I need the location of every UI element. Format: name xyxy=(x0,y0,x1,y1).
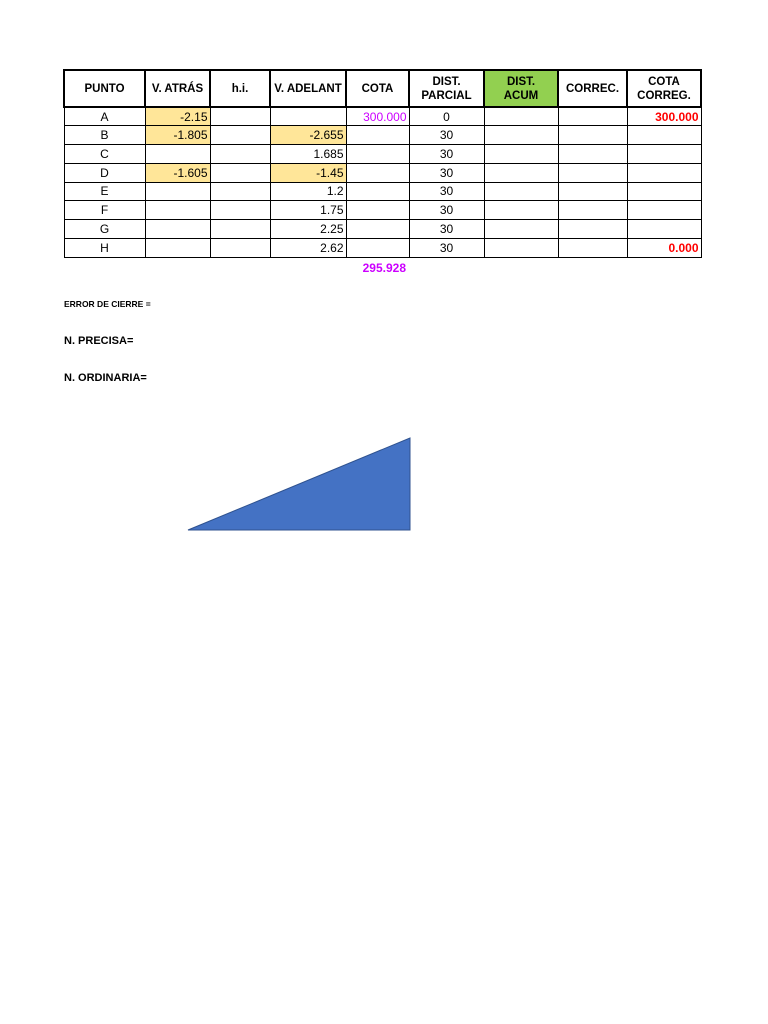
cell-dist-acum xyxy=(484,163,558,182)
cell-hi xyxy=(210,220,270,239)
cell-v-adelant: -1.45 xyxy=(270,163,346,182)
cell-correc xyxy=(558,201,627,220)
cell-correc xyxy=(558,126,627,145)
cell-cota-correg xyxy=(627,182,701,201)
cell-dist-parcial: 30 xyxy=(409,126,484,145)
cell-hi xyxy=(210,238,270,257)
cell-punto: H xyxy=(64,238,145,257)
cell-dist-acum xyxy=(484,201,558,220)
cell-correc xyxy=(558,163,627,182)
cell-dist-parcial: 30 xyxy=(409,220,484,239)
cota-total: 295.928 xyxy=(362,261,406,275)
cell-dist-acum xyxy=(484,220,558,239)
cell-cota xyxy=(346,201,409,220)
cell-dist-parcial: 30 xyxy=(409,238,484,257)
cell-v-adelant: 1.75 xyxy=(270,201,346,220)
cell-correc xyxy=(558,220,627,239)
cell-dist-acum xyxy=(484,182,558,201)
cell-cota xyxy=(346,238,409,257)
cell-v-atras xyxy=(145,238,210,257)
cell-v-atras xyxy=(145,182,210,201)
triangle-shape xyxy=(186,436,412,532)
header-correc: CORREC. xyxy=(558,70,627,107)
cell-v-adelant: 2.62 xyxy=(270,238,346,257)
cell-cota xyxy=(346,145,409,164)
cell-v-atras: -1.805 xyxy=(145,126,210,145)
header-hi: h.i. xyxy=(210,70,270,107)
cell-hi xyxy=(210,145,270,164)
cell-cota-correg xyxy=(627,220,701,239)
cell-v-atras xyxy=(145,201,210,220)
table-row xyxy=(64,163,701,182)
cell-v-adelant xyxy=(270,107,346,126)
header-row xyxy=(64,70,701,107)
cell-dist-parcial: 30 xyxy=(409,201,484,220)
cell-v-adelant: 1.685 xyxy=(270,145,346,164)
cell-cota xyxy=(346,220,409,239)
cell-dist-parcial: 30 xyxy=(409,163,484,182)
cell-cota-correg xyxy=(627,201,701,220)
error-de-cierre-label: ERROR DE CIERRE = xyxy=(64,299,151,309)
cell-hi xyxy=(210,126,270,145)
cell-punto: A xyxy=(64,107,145,126)
table-row xyxy=(64,238,701,257)
cell-dist-parcial: 0 xyxy=(409,107,484,126)
cell-correc xyxy=(558,182,627,201)
header-cota: COTA xyxy=(346,70,409,107)
cell-cota-correg xyxy=(627,126,701,145)
cell-dist-acum xyxy=(484,107,558,126)
header-punto: PUNTO xyxy=(64,70,145,107)
n-ordinaria-label: N. ORDINARIA= xyxy=(64,372,147,384)
cell-punto: E xyxy=(64,182,145,201)
cell-cota xyxy=(346,126,409,145)
header-cota-correg: COTA CORREG. xyxy=(627,70,701,107)
n-precisa-label: N. PRECISA= xyxy=(64,335,134,347)
cell-cota-correg xyxy=(627,145,701,164)
table-body xyxy=(64,107,701,257)
cell-v-adelant: 1.2 xyxy=(270,182,346,201)
cell-punto: B xyxy=(64,126,145,145)
table-row xyxy=(64,145,701,164)
cell-cota xyxy=(346,182,409,201)
cell-hi xyxy=(210,163,270,182)
cell-dist-acum xyxy=(484,126,558,145)
cell-punto: D xyxy=(64,163,145,182)
table-header xyxy=(64,70,701,107)
cell-v-atras xyxy=(145,145,210,164)
header-v-atras: V. ATRÁS xyxy=(145,70,210,107)
cell-dist-acum xyxy=(484,145,558,164)
cell-v-atras xyxy=(145,220,210,239)
cell-punto: C xyxy=(64,145,145,164)
cell-dist-parcial: 30 xyxy=(409,182,484,201)
table-row xyxy=(64,126,701,145)
cell-hi xyxy=(210,201,270,220)
cell-cota: 300.000 xyxy=(346,107,409,126)
cell-correc xyxy=(558,107,627,126)
table-row xyxy=(64,201,701,220)
table-row xyxy=(64,220,701,239)
cell-v-adelant: 2.25 xyxy=(270,220,346,239)
cell-dist-acum xyxy=(484,238,558,257)
cell-v-atras: -2.15 xyxy=(145,107,210,126)
header-dist-parcial: DIST. PARCIAL xyxy=(409,70,484,107)
triangle-polygon xyxy=(188,438,410,530)
cell-cota xyxy=(346,163,409,182)
table-row xyxy=(64,182,701,201)
cell-hi xyxy=(210,107,270,126)
cell-cota-correg: 300.000 xyxy=(627,107,701,126)
cell-v-atras: -1.605 xyxy=(145,163,210,182)
cell-cota-correg xyxy=(627,163,701,182)
cell-correc xyxy=(558,145,627,164)
cell-dist-parcial: 30 xyxy=(409,145,484,164)
table-row xyxy=(64,107,701,126)
leveling-table xyxy=(63,69,702,258)
header-v-adelant: V. ADELANT xyxy=(270,70,346,107)
cell-punto: F xyxy=(64,201,145,220)
cell-v-adelant: -2.655 xyxy=(270,126,346,145)
cell-hi xyxy=(210,182,270,201)
header-dist-acum: DIST. ACUM xyxy=(484,70,558,107)
cell-correc xyxy=(558,238,627,257)
cell-punto: G xyxy=(64,220,145,239)
cell-cota-correg: 0.000 xyxy=(627,238,701,257)
